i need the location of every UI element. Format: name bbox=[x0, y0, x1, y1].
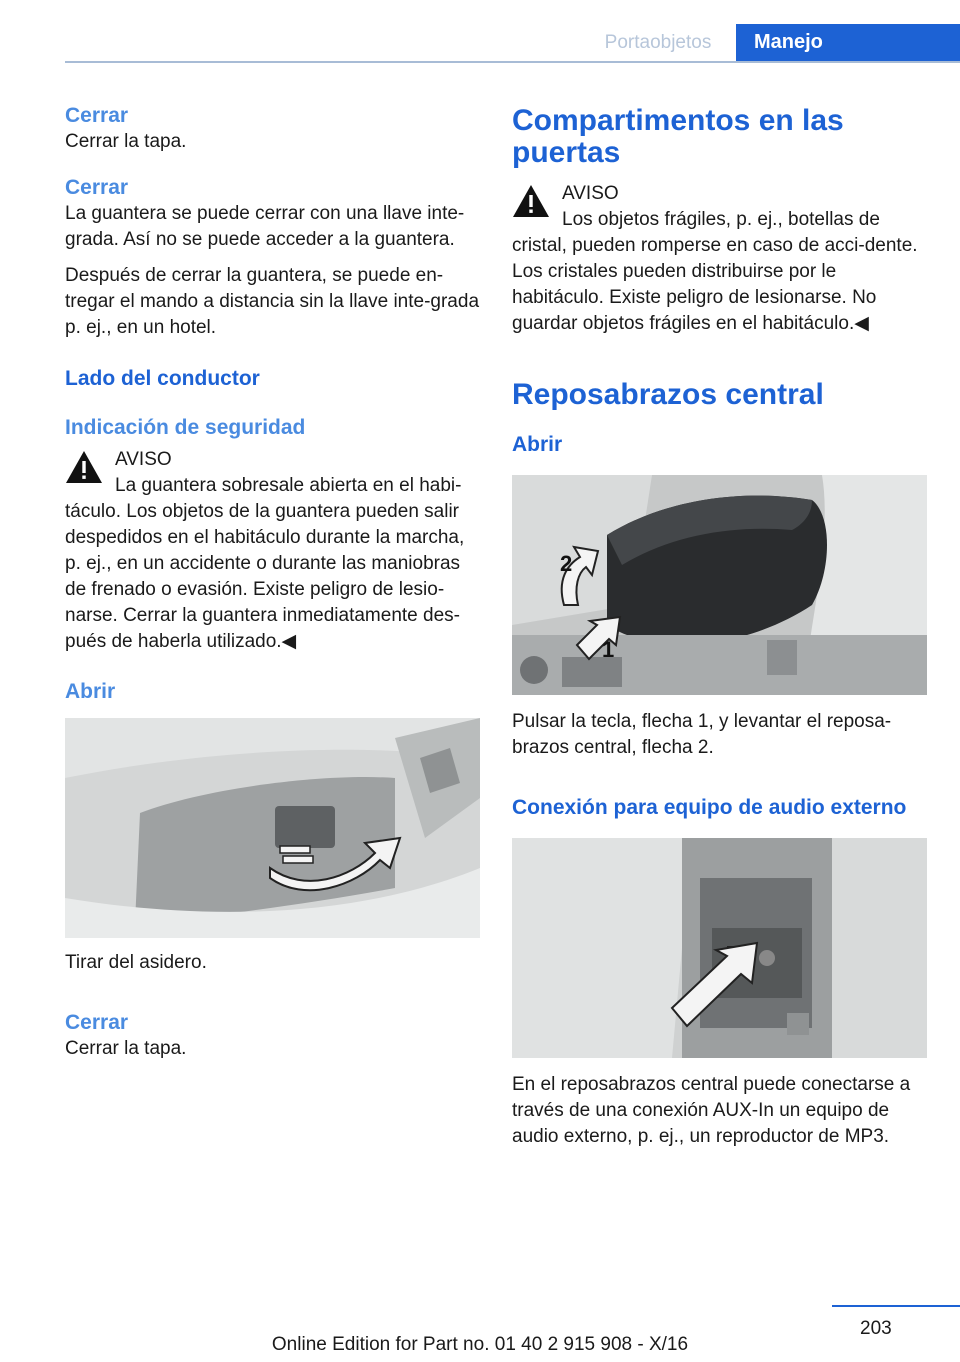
header-rule bbox=[65, 61, 960, 63]
warning-first-line: Los objetos frágiles, p. ej., botellas de bbox=[562, 209, 880, 230]
glovebox-photo bbox=[65, 718, 480, 938]
heading-abrir: Abrir bbox=[65, 680, 116, 703]
warning-text: táculo. Los objetos de la guantera pueden salir despedidos en el habitáculo durante la marcha, p. ej., en un accidente o durante las maniobras de frenado o evasión. Existe peligro de lesio‐narse. Cerrar la guantera inmediatamente des‐pués de haberla utilizado.◀ bbox=[65, 501, 465, 652]
warning-block-guantera bbox=[65, 447, 481, 655]
heading-cerrar-final: Cerrar bbox=[65, 1011, 129, 1034]
arrow-label-2: 2 bbox=[560, 551, 573, 576]
text-pulsar-tecla: Pulsar la tecla, flecha 1, y levantar el reposa‐brazos central, flecha 2. bbox=[512, 711, 892, 758]
text-guantera-llave: La guantera se puede cerrar con una llave inte‐grada. Así no se puede acceder a la guantera. bbox=[65, 203, 465, 250]
heading-compartimentos-puertas: Compartimentos en las puertas bbox=[512, 104, 844, 169]
text-conexion-aux: En el reposabrazos central puede conectarse a través de una conexión AUX-In un equipo de audio externo, p. ej., un reproductor de MP3. bbox=[512, 1074, 911, 1147]
text-tirar-asidero: Tirar del asidero. bbox=[65, 952, 207, 973]
warning-text: cristal, pueden romperse en caso de acci‐dente. Los cristales pueden distribuirse por le habitáculo. Existe peligro de lesionarse. No guardar objetos frágiles en el habitáculo.◀ bbox=[512, 235, 918, 334]
warning-first-line: La guantera sobresale abierta en el habi‐ bbox=[115, 475, 462, 496]
tab-manejo[interactable]: Manejo bbox=[736, 24, 960, 61]
left-column bbox=[65, 100, 481, 1062]
heading-lado-conductor: Lado del conductor bbox=[65, 367, 260, 390]
tab-portaobjetos[interactable]: Portaobjetos bbox=[604, 32, 712, 53]
arrow-label-1: 1 bbox=[602, 637, 615, 662]
text-cerrar-tapa: Cerrar la tapa. bbox=[65, 131, 187, 152]
aux-connection-photo bbox=[512, 838, 927, 1058]
page-number: 203 bbox=[860, 1318, 892, 1339]
heading-reposabrazos-central: Reposabrazos central bbox=[512, 378, 824, 411]
warning-block-puertas bbox=[512, 181, 932, 337]
text-despues-cerrar: Después de cerrar la guantera, se puede en‐tregar el mando a distancia sin la llave inte‐grada p. ej., en un hotel. bbox=[65, 265, 480, 338]
warning-triangle-icon bbox=[512, 184, 550, 218]
heading-abrir-reposabrazos: Abrir bbox=[512, 433, 563, 456]
armrest-photo bbox=[512, 475, 927, 695]
heading-cerrar-llave: Cerrar bbox=[65, 176, 129, 199]
heading-conexion-audio: Conexión para equipo de audio externo bbox=[512, 796, 907, 819]
heading-cerrar: Cerrar bbox=[65, 104, 129, 127]
text-cerrar-tapa-final: Cerrar la tapa. bbox=[65, 1038, 187, 1059]
page-number-rule bbox=[832, 1305, 960, 1307]
warning-triangle-icon bbox=[65, 450, 103, 484]
heading-indicacion-seguridad: Indicación de seguridad bbox=[65, 416, 306, 439]
warning-title: AVISO bbox=[562, 183, 619, 204]
edition-footer: Online Edition for Part no. 01 40 2 915 908 - X/16 bbox=[271, 1334, 689, 1355]
warning-title: AVISO bbox=[115, 449, 172, 470]
right-column bbox=[512, 100, 932, 1150]
